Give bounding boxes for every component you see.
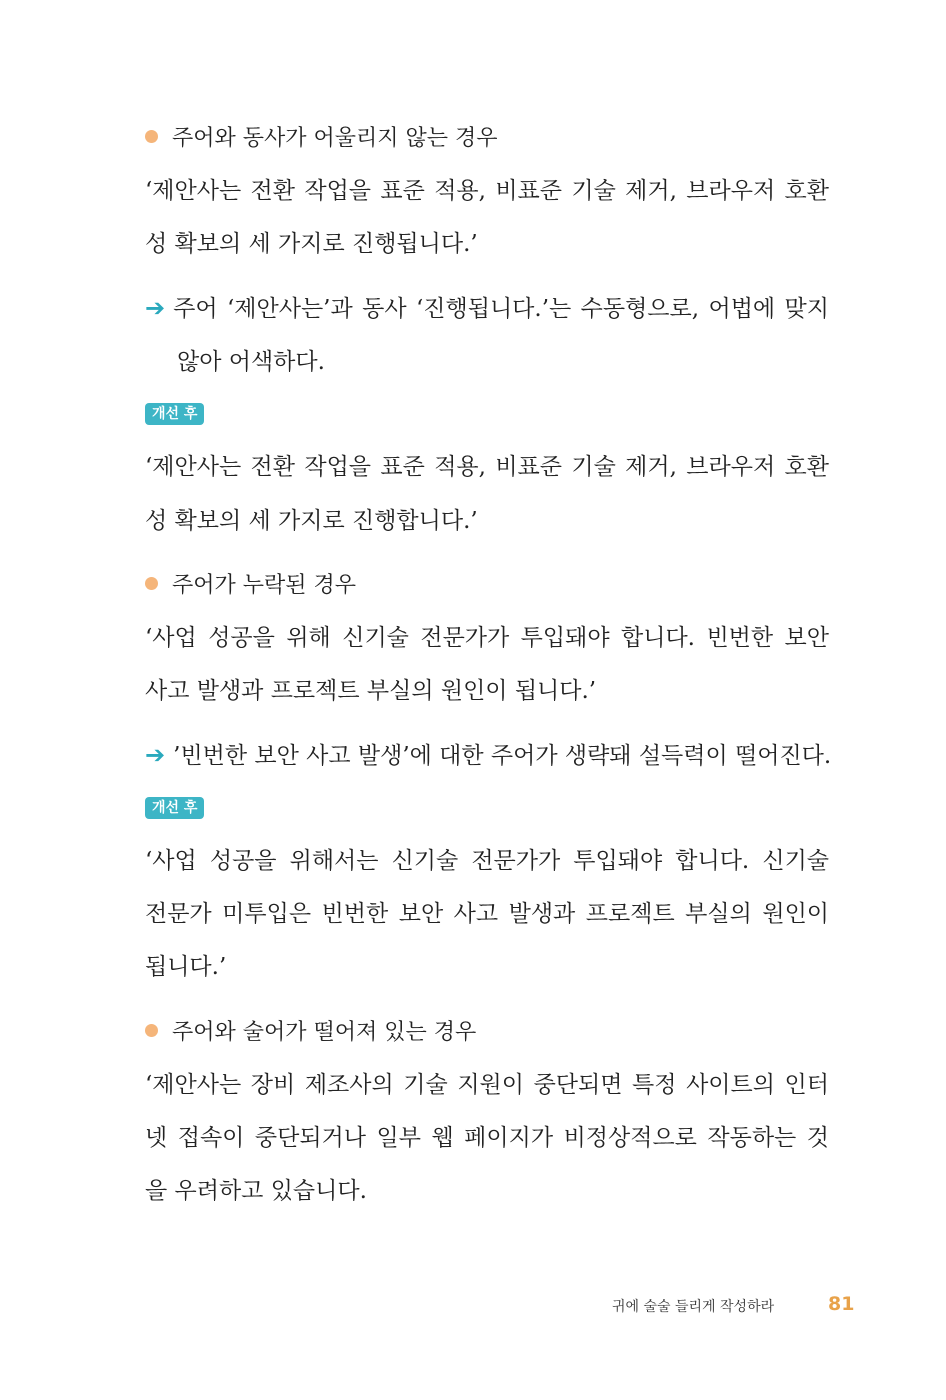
- section-heading: [145, 567, 356, 599]
- circle-bullet-icon: [145, 1024, 158, 1037]
- right-arrow-icon: ➔: [145, 741, 166, 769]
- improved-line: 성 확보의 세 가지로 진행합니다.’: [145, 508, 478, 534]
- improved-badge: 개선 후: [145, 403, 204, 425]
- explanation-text: 주어 ‘제안사는’과 동사 ‘진행됩니다.’는 수동형으로, 어법에 맞지: [173, 296, 829, 322]
- improved-line: ‘사업 성공을 위해서는 신기술 전문가가 투입돼야 합니다. 신기술: [145, 848, 829, 874]
- section-heading: [145, 120, 498, 152]
- improved-line: 전문가 미투입은 빈번한 보안 사고 발생과 프로젝트 부실의 원인이: [145, 901, 829, 927]
- example-line: 사고 발생과 프로젝트 부실의 원인이 됩니다.’: [145, 678, 597, 704]
- section-heading: [145, 1014, 476, 1046]
- improved-line: ‘제안사는 전환 작업을 표준 적용, 비표준 기술 제거, 브라우저 호환: [145, 454, 829, 480]
- section-heading-text: 주어와 술어가 떨어져 있는 경우: [172, 1019, 477, 1045]
- example-line: 넷 접속이 중단되거나 일부 웹 페이지가 비정상적으로 작동하는 것: [145, 1125, 829, 1151]
- running-footer-title: 귀에 술술 들리게 작성하라: [612, 1299, 775, 1315]
- explanation-line: [145, 292, 829, 324]
- example-line: ‘제안사는 장비 제조사의 기술 지원이 중단되면 특정 사이트의 인터: [145, 1072, 829, 1098]
- section-heading-text: 주어가 누락된 경우: [172, 572, 357, 598]
- right-arrow-icon: ➔: [145, 294, 166, 322]
- page-number: 81: [828, 1293, 855, 1315]
- circle-bullet-icon: [145, 130, 158, 143]
- example-line: ‘제안사는 전환 작업을 표준 적용, 비표준 기술 제거, 브라우저 호환: [145, 178, 829, 204]
- improved-badge: 개선 후: [145, 797, 204, 819]
- improved-line: 됩니다.’: [145, 954, 227, 980]
- example-line: ‘사업 성공을 위해 신기술 전문가가 투입돼야 합니다. 빈번한 보안: [145, 625, 829, 651]
- example-line: 성 확보의 세 가지로 진행됩니다.’: [145, 231, 478, 257]
- section-heading-text: 주어와 동사가 어울리지 않는 경우: [172, 125, 498, 151]
- explanation-text: ’빈번한 보안 사고 발생’에 대한 주어가 생략돼 설득력이 떨어진다.: [173, 743, 832, 769]
- explanation-line: [145, 739, 831, 771]
- example-line: 을 우려하고 있습니다.: [145, 1178, 367, 1204]
- circle-bullet-icon: [145, 577, 158, 590]
- explanation-line: 않아 어색하다.: [177, 349, 325, 375]
